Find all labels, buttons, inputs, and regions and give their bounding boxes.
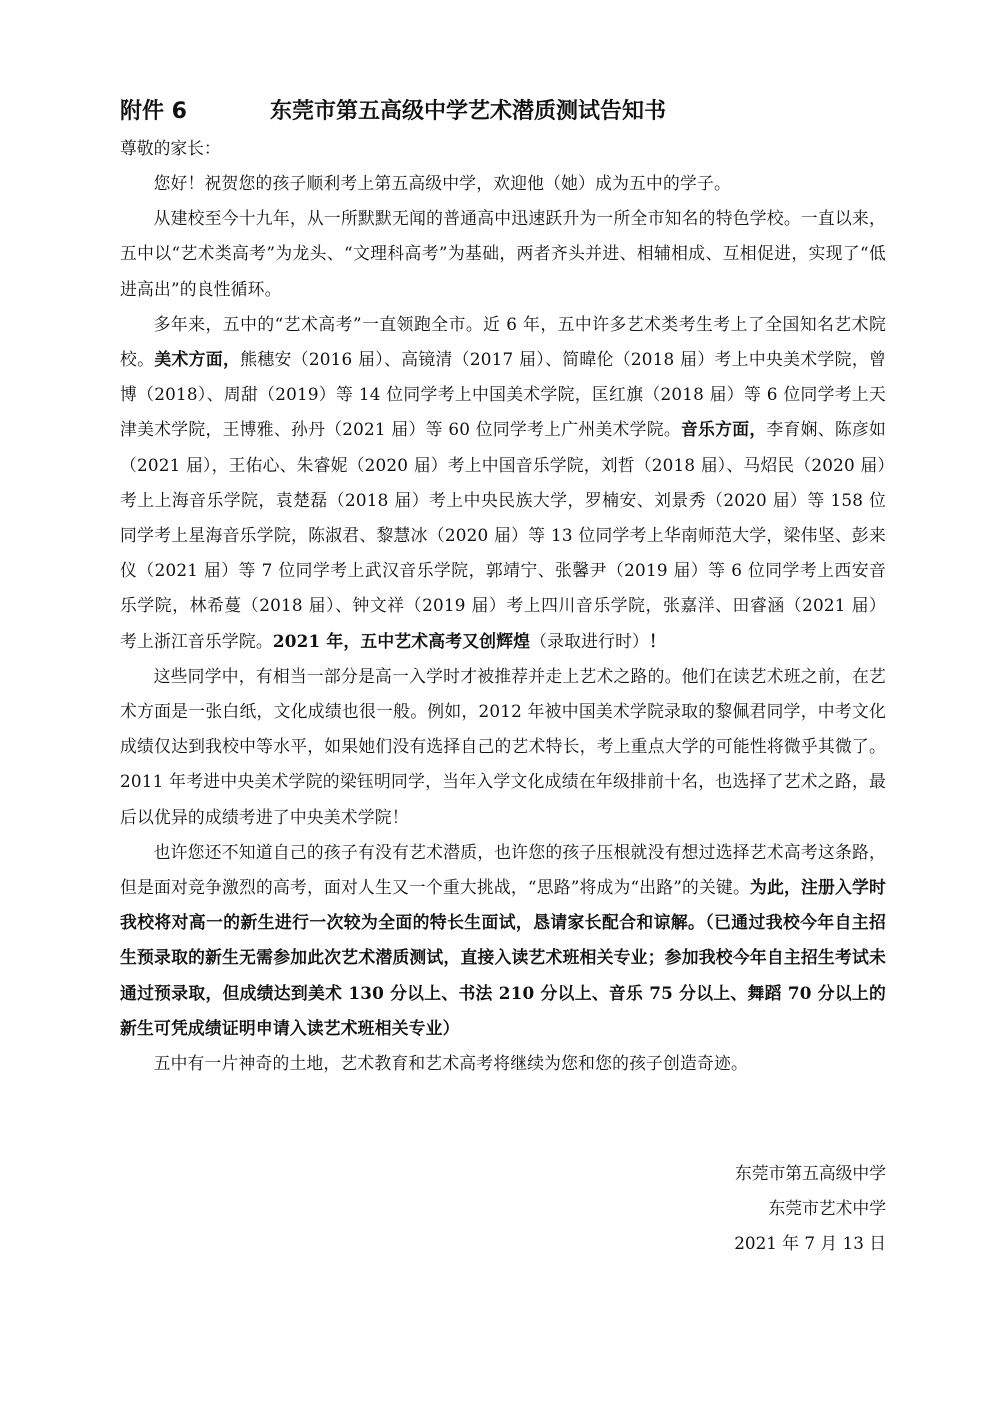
paragraph-school-history: 从建校至今十九年，从一所默默无闻的普通高中迅速跃升为一所全市知名的特色学校。一直以来，五中以“艺术类高考”为龙头、“文理科高考”为基础，两者齐头并进、相辅相成、互相促进，实现了“低进高出”的良性循环。	[120, 208, 886, 299]
title-row	[120, 92, 886, 126]
paragraph-student-examples: 这些同学中，有相当一部分是高一入学时才被推荐并走上艺术之路的。他们在读艺术班之前，在艺术方面是一张白纸，文化成绩也很一般。例如，2012 年被中国美术学院录取的黎佩君同学，中考文化成绩仅达到我校中等水平，如果她们没有选择自己的艺术特长，考上重点大学的可能性将微乎其微了。2011 年考进中央美术学院的梁钰明同学，当年入学文化成绩在年级排前十名，也选择了艺术之路，最后以优异的成绩考进了中央美术学院！	[120, 665, 886, 827]
interview-requirements: 为此，注册入学时我校将对高一的新生进行一次较为全面的特长生面试，恳请家长配合和谅解。（已通过我校今年自主招生预录取的新生无需参加此次艺术潜质测试，直接入读艺术班相关专业；参加我校今年自主招生考试未通过预录取，但成绩达到美术 130 分以上、书法 210 分以上、音乐 75 分以上、舞蹈 70 分以上的新生可凭成绩证明申请入读艺术班相关专业）	[120, 877, 886, 1038]
fine-arts-results: 熊穗安（2016 届）、高镜清（2017 届）、简暐伦（2018 届）考上中央美术学院，曾博（2018）、周甜（2019）等 14 位同学考上中国美术学院，匡红旗（2018 届）等 6 位同学考上天津美术学院，王博雅、孙丹（2021 届）等 60 位同学考上广州美术学院。	[120, 349, 886, 440]
salutation: 尊敬的家长：	[120, 138, 221, 158]
signature-date: 2021 年 7 月 13 日	[734, 1233, 886, 1253]
document-title: 东莞市第五高级中学艺术潜质测试告知书	[270, 98, 667, 124]
highlight-2021: 2021 年，五中艺术高考又创辉煌	[272, 630, 531, 651]
music-results: 李育娴、陈彦如（2021 届），王佑心、朱睿妮（2020 届）考上中国音乐学院，刘哲（2018 届）、马炤民（2020 届）考上上海音乐学院，袁楚磊（2018 届）考上中央民族大学，罗楠安、刘景秀（2020 届）等 158 位同学考上星海音乐学院，陈淑君、黎慧冰（2020 届）等 13 位同学考上华南师范大学，梁伟坚、彭来仪（2021 届）等 7 位同学考上武汉音乐学院，郭靖宁、张馨尹（2019 届）等 6 位同学考上西安音乐学院，林希蔓（2018 届）、钟文祥（2019 届）考上四川音乐学院，张嘉洋、田睿涵（2021 届）考上浙江音乐学院。	[120, 419, 887, 651]
attachment-label: 附件 6	[120, 98, 187, 124]
document-page	[120, 92, 887, 1253]
signature-block	[734, 1156, 886, 1261]
paragraph-achievements	[120, 307, 886, 659]
paragraph-closing: 五中有一片神奇的土地，艺术教育和艺术高考将继续为您和您的孩子创造奇迹。	[153, 1053, 748, 1074]
paragraph-greeting: 您好！祝贺您的孩子顺利考上第五高级中学，欢迎他（她）成为五中的学子。	[153, 173, 731, 193]
signature-art-school: 东莞市艺术中学	[768, 1198, 886, 1218]
signature-school: 东莞市第五高级中学	[734, 1163, 886, 1183]
admission-ongoing-note: （录取进行时）	[530, 630, 650, 651]
highlight-exclamation: ！	[649, 630, 667, 651]
interview-intro: 也许您还不知道自己的孩子有没有艺术潜质，也许您的孩子压根就没有想过选择艺术高考这条路，但是面对竞争激烈的高考，面对人生又一个重大挑战，“思路”将成为“出路”的关键。	[120, 841, 886, 898]
paragraph-interview-notice	[120, 835, 886, 1046]
music-heading: 音乐方面，	[680, 419, 767, 440]
fine-arts-heading: 美术方面，	[154, 349, 241, 370]
achievements-intro: 多年来，五中的“艺术高考”一直领跑全市。近 6 年，五中许多艺术类考生考上了全国知名艺术院校。	[120, 313, 886, 370]
